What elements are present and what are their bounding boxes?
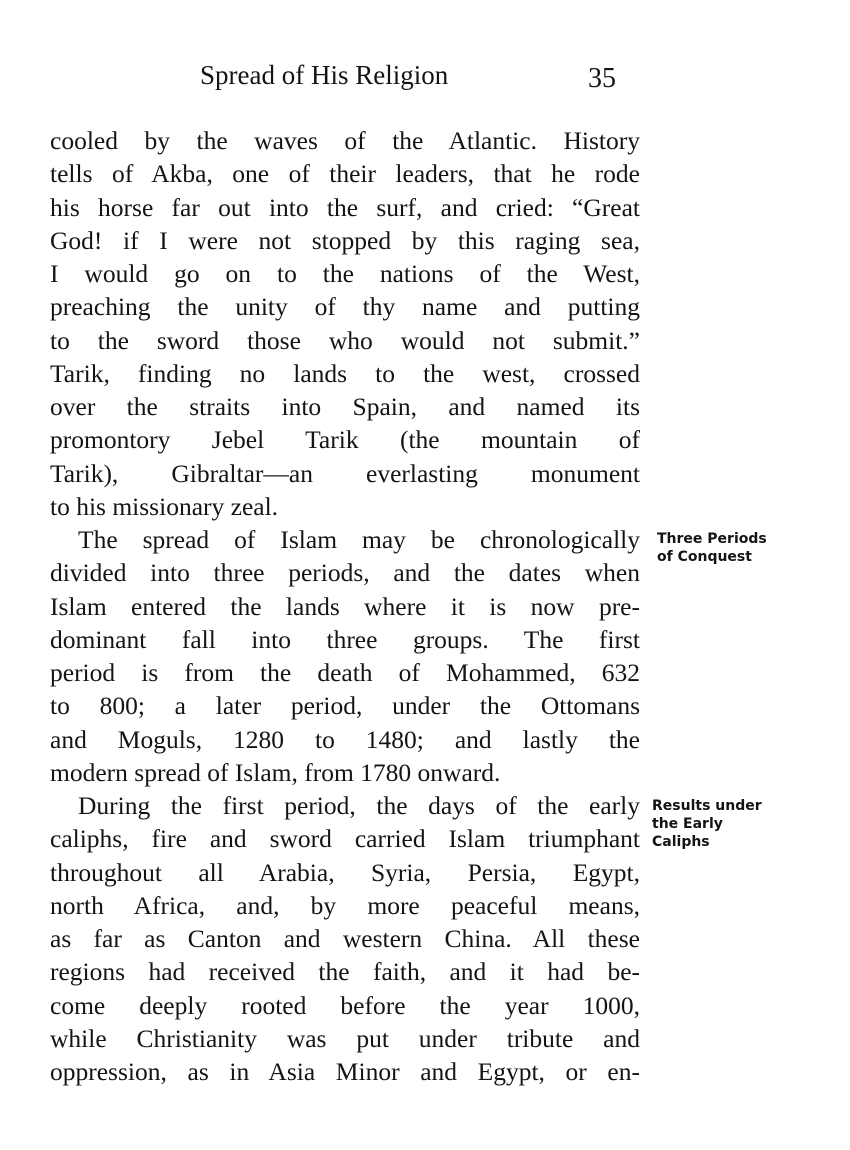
text-line: preaching the unity of thy name and putting [50,292,640,322]
sidenote-line: Three Periods [657,531,767,547]
text-line: dominant fall into three groups. The first [50,624,640,654]
sidenote-line: Results under [652,798,762,814]
text-line: and Moguls, 1280 to 1480; and lastly the [50,724,640,754]
text-line: divided into three periods, and the dates when [50,558,640,588]
sidenote-line: the Early [652,816,723,832]
text-line: his horse far out into the surf, and cried: “Great [50,192,640,222]
text-line: caliphs, fire and sword carried Islam triumphant [50,824,640,854]
text-line: as far as Canton and western China. All these [50,924,640,953]
text-line: Tarik, finding no lands to the west, crossed [50,358,640,388]
text-line: tells of Akba, one of their leaders, that he rode [50,159,640,189]
sidenote-early-caliphs [652,797,762,851]
text-line: cooled by the waves of the Atlantic. History [50,126,640,155]
text-line: to 800; a later period, under the Ottomans [50,691,640,721]
sidenote-three-periods [657,530,767,566]
sidenote-line: Caliphs [652,834,710,850]
text-line: God! if I were not stopped by this raging sea, [50,225,640,255]
page-number: 35 [588,63,616,94]
text-line: During the first period, the days of the early [78,791,640,820]
paragraph-continuation [50,124,640,523]
text-line: period is from the death of Mohammed, 632 [50,658,640,687]
text-line: promontory Jebel Tarik (the mountain of [50,425,640,455]
text-line: throughout all Arabia, Syria, Persia, Egypt, [50,857,640,887]
text-line: to the sword those who would not submit.” [50,325,640,355]
text-line: come deeply rooted before the year 1000, [50,990,640,1020]
text-line: Islam entered the lands where it is now pre- [50,591,640,621]
sidenote-line: of Conquest [657,549,752,565]
text-line: over the straits into Spain, and named its [50,392,640,421]
paragraph-first-period [50,789,640,1088]
text-line: regions had received the faith, and it had be- [50,957,640,987]
text-line: oppression, as in Asia Minor and Egypt, or en- [50,1057,640,1086]
body-text [50,124,640,1088]
text-line: modern spread of Islam, from 1780 onward. [50,757,501,787]
text-line: while Christianity was put under tribute and [50,1023,640,1053]
text-line: to his missionary zeal. [50,491,279,521]
paragraph-three-periods [50,523,640,789]
text-line: Tarik), Gibraltar—an everlasting monument [50,458,640,488]
running-head: Spread of His Religion [200,60,449,90]
text-line: The spread of Islam may be chronologically [78,525,640,554]
text-line: north Africa, and, by more peaceful means, [50,890,640,920]
text-line: I would go on to the nations of the West, [50,259,640,288]
